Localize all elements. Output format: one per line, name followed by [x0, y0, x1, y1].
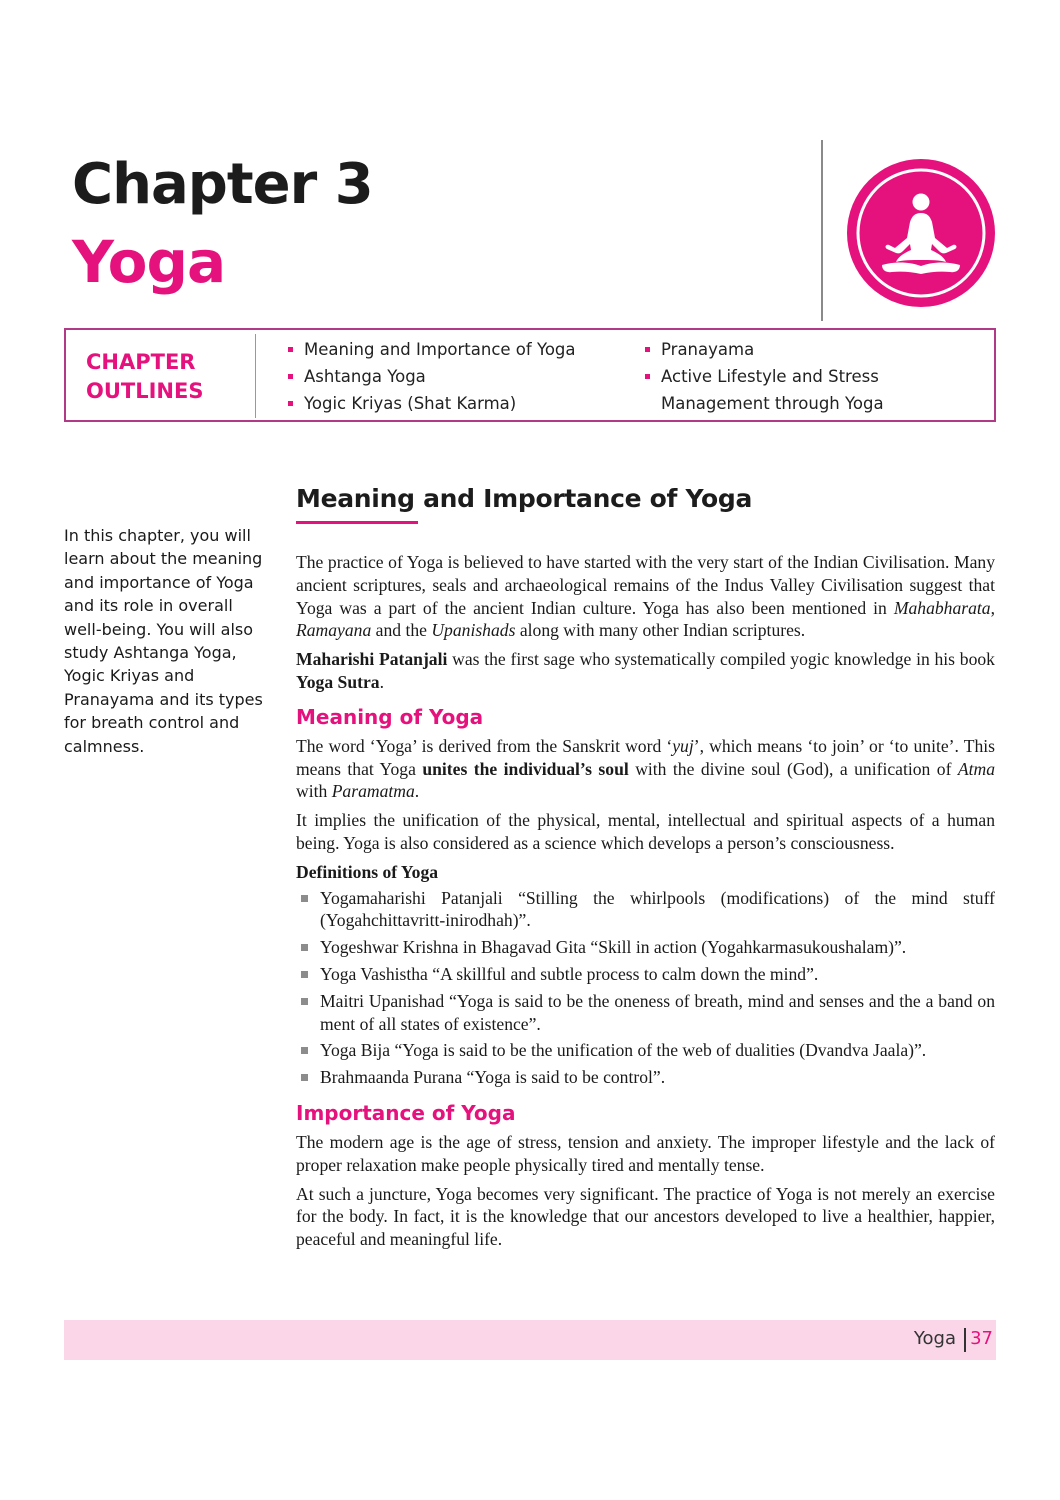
outline-heading-line1: CHAPTER	[86, 350, 196, 374]
text-run: .	[414, 781, 420, 802]
text-run-bold: Maharishi Patanjali	[296, 649, 448, 670]
text-run: with the divine soul (God), a unification of	[628, 758, 958, 779]
text-run-italic: Ramayana	[296, 620, 372, 641]
text-run: The word ‘Yoga’ is derived from the Sanskrit word ‘	[296, 735, 673, 756]
chapter-outlines-box	[64, 328, 996, 422]
unification-paragraph: It implies the unification of the physical, mental, intellectual and spiritual aspects of a human being. Yoga is also considered as a science which develops a person’s consciousness.	[296, 810, 995, 853]
bullet-square-icon	[288, 401, 293, 406]
text-run: along with many other Indian scriptures.	[515, 620, 806, 641]
intro-paragraph	[296, 551, 995, 642]
outline-item-label: Meaning and Importance of Yoga	[304, 340, 576, 359]
text-run: ,	[990, 597, 995, 618]
outline-item	[288, 336, 628, 363]
text-run-italic: Mahabharata	[893, 597, 991, 618]
bullet-square-icon	[301, 1074, 308, 1081]
meaning-heading: Meaning of Yoga	[296, 704, 484, 729]
bullet-square-icon	[288, 347, 293, 352]
definitions-title: Definitions of Yoga	[296, 861, 439, 882]
definition-text: Yogamaharishi Patanjali “Stilling the whirlpools (modifications) of the mind stuff (Yogahchittavritt-inirodhah)”.	[320, 887, 995, 931]
sidebar-note: In this chapter, you will learn about the meaning and importance of Yoga and its role in overall well-being. You will also study Ashtanga Yoga, Yogic Kriyas and Pranayama and its types for breath control and calmness.	[64, 526, 263, 756]
text-run: The practice of Yoga is believed to have started with the very start of the Indian Civilisation. Many ancient scriptures, seals and archaeological remains of the Indus Valley Civilisation suggest that Yoga was a part of the ancient Indian culture. Yoga has also been mentioned in	[296, 552, 995, 618]
definition-text: Yoga Bija “Yoga is said to be the unification of the web of dualities (Dvandva Jaala)”.	[320, 1040, 927, 1061]
page-number: 37	[970, 1328, 993, 1349]
list-item	[296, 1066, 995, 1089]
footer-divider	[964, 1328, 966, 1352]
definitions-list	[296, 887, 995, 1089]
bullet-square-icon	[288, 374, 293, 379]
meaning-paragraph	[296, 735, 995, 803]
text-run-italic: yuj	[672, 735, 694, 756]
outline-item-label: Pranayama	[661, 340, 755, 359]
page-footer	[64, 1320, 996, 1360]
list-item	[296, 990, 995, 1036]
definition-text: Yogeshwar Krishna in Bhagavad Gita “Skill in action (Yogahkarmasukoushalam)”.	[320, 937, 907, 958]
outline-heading-line2: OUTLINES	[86, 379, 204, 403]
chapter-title: Yoga	[72, 228, 226, 296]
bullet-square-icon	[301, 971, 308, 978]
bullet-square-icon	[645, 347, 650, 352]
text-run-italic: Upanishads	[431, 620, 516, 641]
outline-divider	[255, 334, 256, 418]
section-heading: Meaning and Importance of Yoga	[296, 484, 753, 513]
importance-paragraph-2: At such a juncture, Yoga becomes very significant. The practice of Yoga is not merely an exercise for the body. In fact, it is the knowledge that our ancestors developed to live a healthier, happier, peaceful and meaningful life.	[296, 1183, 995, 1250]
outline-heading	[86, 348, 203, 406]
footer-chapter-label: Yoga	[913, 1328, 956, 1349]
list-item	[296, 1039, 995, 1062]
chapter-label: Chapter 3	[72, 152, 373, 217]
header-divider	[821, 140, 823, 321]
outline-item-label: Active Lifestyle and Stress	[661, 367, 879, 386]
importance-paragraph-1: The modern age is the age of stress, tension and anxiety. The improper lifestyle and the lack of proper relaxation make people physically tired and mentally tense.	[296, 1131, 995, 1175]
outline-item-label: Ashtanga Yoga	[304, 367, 426, 386]
patanjali-paragraph	[296, 648, 995, 694]
text-run-italic: Paramatma	[331, 781, 415, 802]
text-run-bold: Yoga Sutra	[296, 671, 380, 692]
outline-item-label-cont: Management through Yoga	[661, 394, 884, 413]
outline-list-right	[645, 336, 975, 417]
bullet-square-icon	[301, 944, 308, 951]
outline-item	[645, 363, 975, 417]
outline-item	[288, 363, 628, 390]
outline-item	[645, 336, 975, 363]
outline-item	[288, 390, 628, 417]
text-run: .	[379, 671, 384, 692]
text-run: was the first sage who systematically compiled yogic knowledge in his book	[447, 649, 995, 670]
meditation-pose-icon	[846, 158, 996, 308]
bullet-square-icon	[301, 1047, 308, 1054]
list-item	[296, 936, 995, 959]
text-run-bold: unites the individual’s soul	[422, 758, 629, 779]
definition-text: Brahmaanda Purana “Yoga is said to be control”.	[320, 1067, 666, 1088]
text-run-italic: Atma	[957, 758, 996, 779]
list-item	[296, 887, 995, 933]
text-run: with	[296, 781, 332, 802]
importance-heading: Importance of Yoga	[296, 1100, 516, 1125]
heading-underline	[296, 521, 418, 524]
bullet-square-icon	[301, 895, 308, 902]
main-content	[296, 480, 995, 1257]
bullet-square-icon	[645, 374, 650, 379]
definition-text: Maitri Upanishad “Yoga is said to be the oneness of breath, mind and senses and the a band on ment of all states of existence”.	[320, 990, 995, 1034]
text-run: ’, which means ‘to join’ or ‘to unite’. This means that Yoga	[296, 735, 995, 779]
outline-item-label: Yogic Kriyas (Shat Karma)	[304, 394, 517, 413]
chapter-logo	[846, 158, 996, 308]
outline-list-left	[288, 336, 628, 417]
bullet-square-icon	[301, 998, 308, 1005]
text-run: and the	[371, 620, 432, 641]
list-item	[296, 963, 995, 986]
definition-text: Yoga Vashistha “A skillful and subtle process to calm down the mind”.	[320, 963, 819, 984]
